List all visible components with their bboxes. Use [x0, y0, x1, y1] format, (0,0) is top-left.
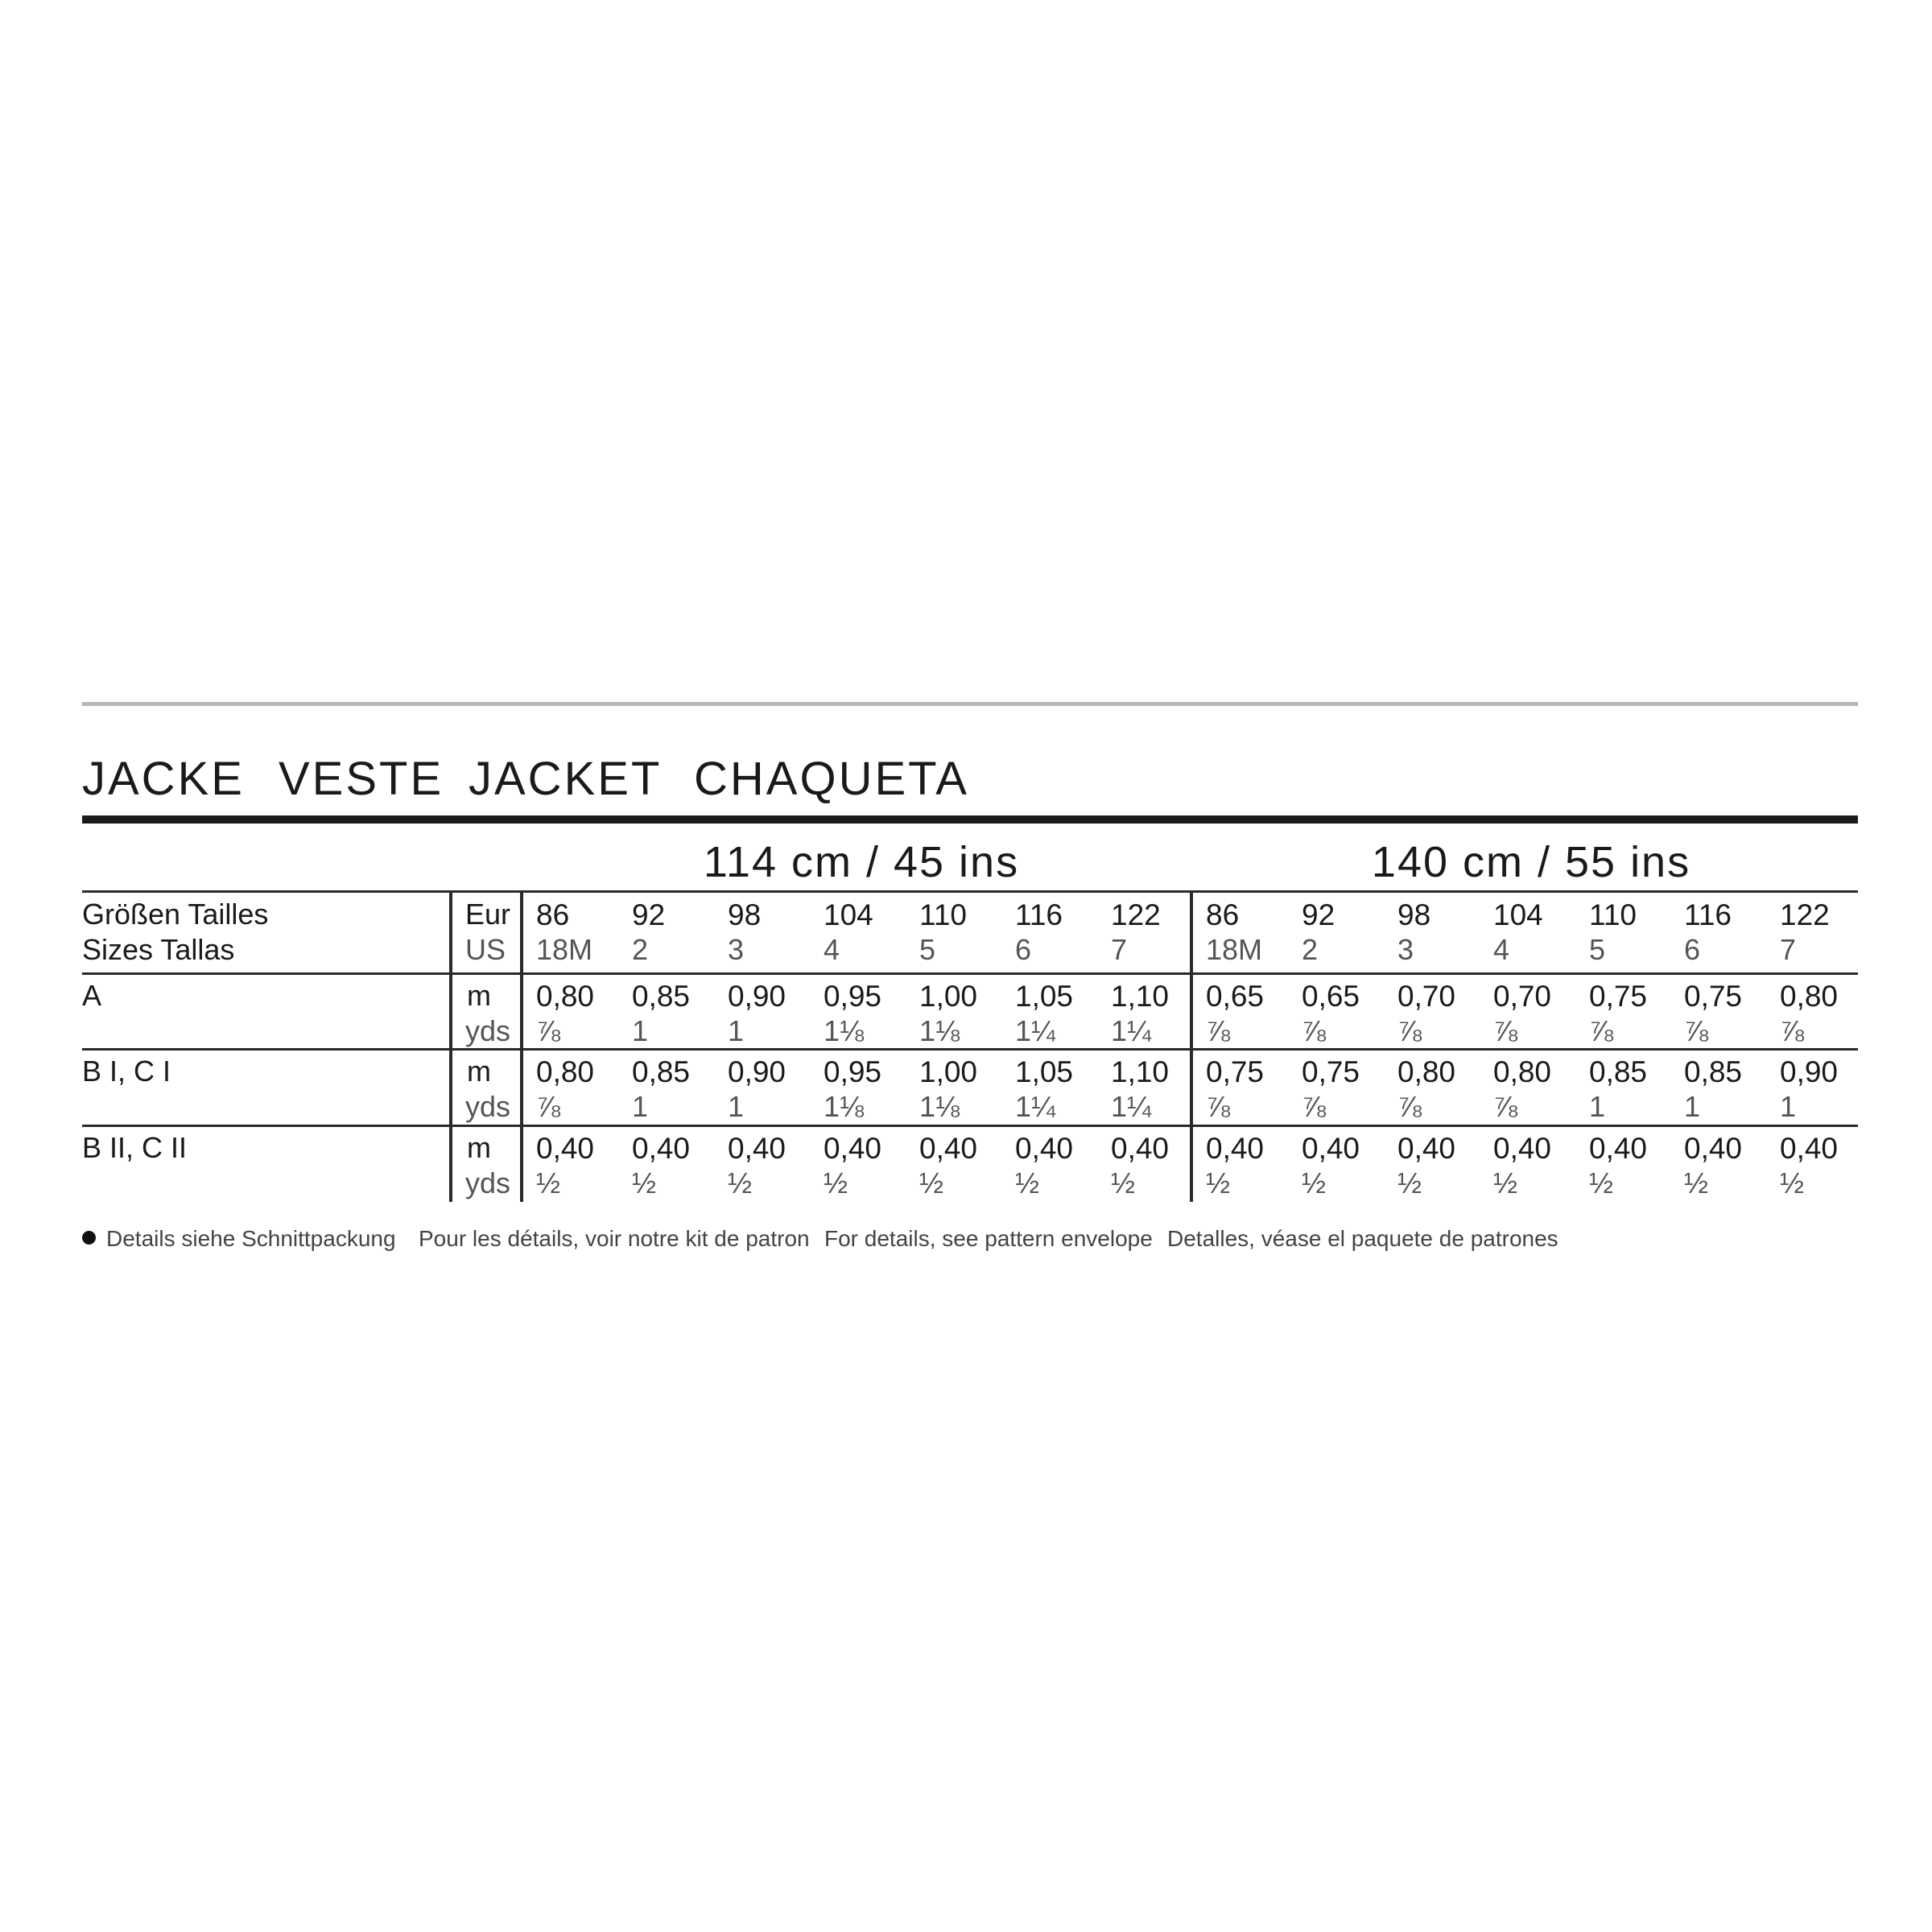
meters-value: 1,00 — [919, 1055, 978, 1088]
unit-meters: m — [467, 979, 491, 1012]
yards-value: ½ — [1780, 1166, 1805, 1199]
header-divider — [82, 890, 1858, 893]
meters-value: 0,80 — [1493, 1055, 1552, 1088]
title-underline — [82, 815, 1858, 824]
yards-value: ½ — [1397, 1166, 1422, 1199]
yards-value: ½ — [1302, 1166, 1327, 1199]
yards-value: 1 — [1780, 1090, 1797, 1123]
footer-note-spanish: Detalles, véase el paquete de patrones — [1167, 1226, 1558, 1251]
us-size: 5 — [1589, 933, 1606, 966]
us-size: 7 — [1111, 933, 1128, 966]
meters-value: 0,40 — [1493, 1132, 1552, 1165]
yards-value: ½ — [1493, 1166, 1518, 1199]
meters-value: 0,40 — [1589, 1132, 1648, 1165]
column-divider — [449, 890, 452, 1202]
meters-value: 0,40 — [632, 1132, 691, 1165]
meters-value: 0,70 — [1397, 980, 1456, 1013]
eur-size: 110 — [1589, 898, 1637, 931]
title-english: JACKET — [469, 753, 663, 805]
eur-size: 86 — [536, 898, 570, 931]
yards-value: 1 — [1684, 1090, 1701, 1123]
yards-value: ⅞ — [1780, 1014, 1805, 1047]
unit-yards: yds — [465, 1090, 511, 1123]
top-divider — [82, 702, 1858, 706]
footer-note-english: For details, see pattern envelope — [824, 1226, 1153, 1251]
meters-value: 0,90 — [1780, 1055, 1839, 1088]
yards-value: 1¼ — [1111, 1014, 1152, 1047]
meters-value: 0,40 — [1302, 1132, 1360, 1165]
yards-value: 1⅛ — [919, 1090, 960, 1123]
eur-size: 122 — [1780, 898, 1830, 931]
footer-note-french: Pour les détails, voir notre kit de patron — [419, 1226, 810, 1251]
meters-value: 0,85 — [1589, 1055, 1648, 1088]
meters-value: 0,40 — [1111, 1132, 1170, 1165]
eur-size: 104 — [1493, 898, 1543, 931]
yards-value: 1⅛ — [824, 1090, 865, 1123]
yards-value: ½ — [1684, 1166, 1709, 1199]
unit-yards: yds — [465, 1014, 511, 1047]
eur-size: 98 — [728, 898, 762, 931]
meters-value: 0,95 — [824, 1055, 882, 1088]
meters-value: 0,85 — [1684, 1055, 1743, 1088]
meters-value: 0,80 — [536, 980, 595, 1013]
yards-value: ⅞ — [536, 1014, 561, 1047]
fabric-width-140: 140 cm / 55 ins — [1371, 838, 1691, 886]
yards-value: 1 — [632, 1014, 649, 1047]
meters-value: 0,85 — [632, 980, 691, 1013]
meters-value: 1,10 — [1111, 1055, 1170, 1088]
meters-value: 1,05 — [1015, 1055, 1074, 1088]
yards-value: ⅞ — [1302, 1090, 1327, 1123]
unit-yards: yds — [465, 1166, 511, 1199]
us-size: 5 — [919, 933, 936, 966]
meters-value: 0,40 — [919, 1132, 978, 1165]
meters-value: 0,65 — [1206, 980, 1265, 1013]
eur-size: 98 — [1397, 898, 1431, 931]
us-size: 3 — [1397, 933, 1414, 966]
yards-value: ½ — [1206, 1166, 1231, 1199]
meters-value: 0,40 — [1397, 1132, 1456, 1165]
meters-value: 0,40 — [536, 1132, 595, 1165]
yards-value: ⅞ — [1493, 1090, 1518, 1123]
us-size: 4 — [824, 933, 840, 966]
yards-value: ½ — [632, 1166, 657, 1199]
meters-value: 1,10 — [1111, 980, 1170, 1013]
meters-value: 0,80 — [1397, 1055, 1456, 1088]
us-size: 18M — [1206, 933, 1263, 966]
yards-value: ½ — [1589, 1166, 1614, 1199]
row-divider — [82, 1125, 1858, 1127]
yards-value: ½ — [728, 1166, 753, 1199]
yards-value: 1⅛ — [919, 1014, 960, 1047]
eur-size: 116 — [1684, 898, 1732, 931]
yards-value: ⅞ — [1589, 1014, 1614, 1047]
title-german: JACKE — [82, 753, 245, 805]
meters-value: 0,90 — [728, 980, 786, 1013]
fabric-width-114: 114 cm / 45 ins — [703, 838, 1020, 886]
yards-value: 1 — [728, 1014, 745, 1047]
sizes-label-line1: Größen Tailles — [82, 898, 269, 931]
bullet-icon — [82, 1231, 96, 1245]
us-size: 2 — [632, 933, 649, 966]
unit-meters: m — [467, 1055, 491, 1088]
meters-value: 1,00 — [919, 980, 978, 1013]
column-divider — [1190, 890, 1193, 1202]
yards-value: 1 — [1589, 1090, 1606, 1123]
yards-value: 1 — [632, 1090, 649, 1123]
yards-value: ½ — [1111, 1166, 1136, 1199]
yards-value: 1¼ — [1015, 1090, 1056, 1123]
row-divider — [82, 1048, 1858, 1051]
meters-value: 0,95 — [824, 980, 882, 1013]
meters-value: 0,65 — [1302, 980, 1360, 1013]
yards-value: ½ — [1015, 1166, 1040, 1199]
eur-size: 92 — [1302, 898, 1335, 931]
yards-value: ⅞ — [536, 1090, 561, 1123]
meters-value: 0,80 — [1780, 980, 1839, 1013]
yards-value: ⅞ — [1302, 1014, 1327, 1047]
yards-value: ⅞ — [1397, 1014, 1422, 1047]
meters-value: 0,70 — [1493, 980, 1552, 1013]
meters-value: 0,75 — [1684, 980, 1743, 1013]
view-label: A — [82, 979, 102, 1012]
eur-size: 110 — [919, 898, 967, 931]
yards-value: ½ — [919, 1166, 944, 1199]
yards-value: ⅞ — [1397, 1090, 1422, 1123]
meters-value: 0,40 — [1015, 1132, 1074, 1165]
us-size: 4 — [1493, 933, 1510, 966]
meters-value: 0,75 — [1589, 980, 1648, 1013]
view-label: B I, C I — [82, 1055, 171, 1088]
us-size: 6 — [1684, 933, 1701, 966]
meters-value: 0,40 — [1206, 1132, 1265, 1165]
us-label: US — [465, 933, 506, 966]
eur-size: 86 — [1206, 898, 1240, 931]
yards-value: 1¼ — [1111, 1090, 1152, 1123]
yards-value: ⅞ — [1206, 1090, 1231, 1123]
eur-size: 116 — [1015, 898, 1063, 931]
eur-size: 122 — [1111, 898, 1161, 931]
meters-value: 0,90 — [728, 1055, 786, 1088]
yards-value: ½ — [824, 1166, 848, 1199]
meters-value: 0,80 — [536, 1055, 595, 1088]
us-size: 2 — [1302, 933, 1319, 966]
meters-value: 0,75 — [1302, 1055, 1360, 1088]
title-french: VESTE — [279, 753, 444, 805]
meters-value: 0,40 — [1684, 1132, 1743, 1165]
title-spanish: CHAQUETA — [694, 753, 969, 805]
unit-meters: m — [467, 1131, 491, 1164]
us-size: 18M — [536, 933, 593, 966]
sizes-label-line2: Sizes Tallas — [82, 933, 235, 966]
yards-value: 1⅛ — [824, 1014, 865, 1047]
view-label: B II, C II — [82, 1131, 188, 1164]
eur-label: Eur — [465, 898, 511, 931]
footer-note-german: Details siehe Schnittpackung — [106, 1226, 396, 1251]
meters-value: 0,40 — [824, 1132, 882, 1165]
column-divider — [520, 890, 523, 1202]
eur-size: 92 — [632, 898, 666, 931]
us-size: 7 — [1780, 933, 1797, 966]
row-divider — [82, 972, 1858, 975]
us-size: 3 — [728, 933, 745, 966]
yards-value: ⅞ — [1206, 1014, 1231, 1047]
yards-value: 1 — [728, 1090, 745, 1123]
meters-value: 0,75 — [1206, 1055, 1265, 1088]
eur-size: 104 — [824, 898, 873, 931]
meters-value: 0,85 — [632, 1055, 691, 1088]
meters-value: 1,05 — [1015, 980, 1074, 1013]
meters-value: 0,40 — [1780, 1132, 1839, 1165]
yards-value: ⅞ — [1684, 1014, 1709, 1047]
meters-value: 0,40 — [728, 1132, 786, 1165]
yards-value: ⅞ — [1493, 1014, 1518, 1047]
yards-value: ½ — [536, 1166, 561, 1199]
us-size: 6 — [1015, 933, 1032, 966]
yards-value: 1¼ — [1015, 1014, 1056, 1047]
